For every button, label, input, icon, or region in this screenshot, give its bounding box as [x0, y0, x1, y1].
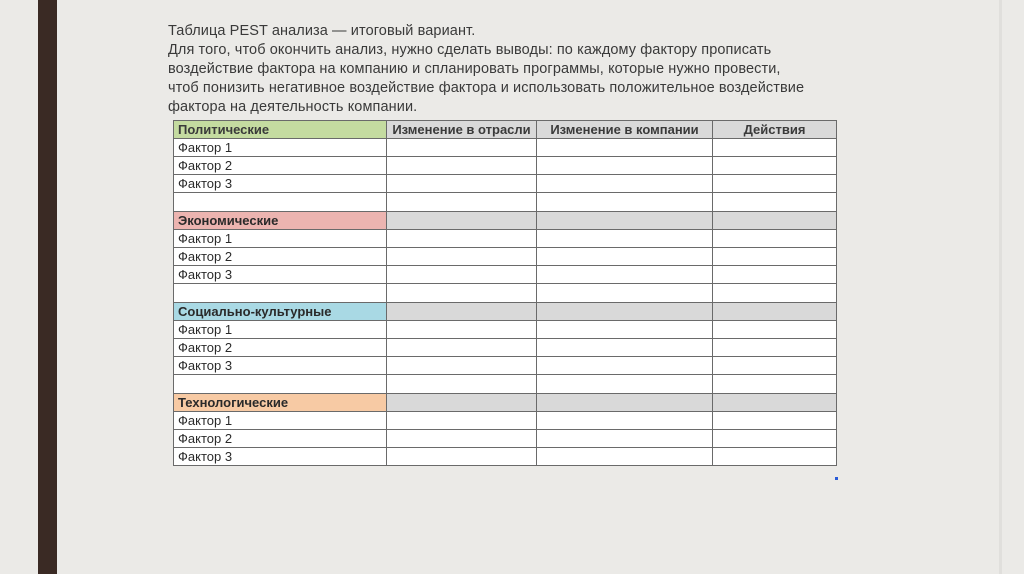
- table-row: [174, 230, 837, 248]
- table-cell[interactable]: [537, 175, 713, 193]
- table-cell[interactable]: [537, 430, 713, 448]
- table-row: [174, 357, 837, 375]
- table-cell[interactable]: [387, 339, 537, 357]
- factor-cell[interactable]: Фактор 1: [174, 412, 387, 430]
- table-cell[interactable]: [174, 284, 387, 303]
- table-cell[interactable]: [537, 139, 713, 157]
- category-row: [174, 212, 837, 230]
- table-cell[interactable]: [174, 193, 387, 212]
- table-cell[interactable]: [713, 175, 837, 193]
- body-line: фактора на деятельность компании.: [168, 99, 418, 115]
- factor-cell[interactable]: Фактор 2: [174, 430, 387, 448]
- table-row: [174, 412, 837, 430]
- table-cell[interactable]: [713, 430, 837, 448]
- table-cell[interactable]: [387, 175, 537, 193]
- table-cell[interactable]: [713, 321, 837, 339]
- table-cell[interactable]: [537, 339, 713, 357]
- table-cell[interactable]: [174, 375, 387, 394]
- table-cell[interactable]: [713, 375, 837, 394]
- table-cell[interactable]: [537, 412, 713, 430]
- body-line: воздействие фактора на компанию и спланировать программы, которые нужно провести,: [168, 61, 781, 77]
- table-cell[interactable]: [387, 193, 537, 212]
- blank-row: [174, 284, 837, 303]
- table-row: [174, 339, 837, 357]
- table-cell[interactable]: [713, 157, 837, 175]
- table-cell[interactable]: [713, 339, 837, 357]
- table-cell[interactable]: [387, 139, 537, 157]
- table-row: [174, 448, 837, 466]
- body-line: чтоб понизить негативное воздействие фактора и использовать положительное воздействие: [168, 80, 805, 96]
- table-cell[interactable]: [713, 448, 837, 466]
- table-cell[interactable]: [713, 357, 837, 375]
- table-row: [174, 430, 837, 448]
- category-cell[interactable]: Технологические: [174, 394, 387, 412]
- table-row: [174, 157, 837, 175]
- factor-cell[interactable]: Фактор 3: [174, 266, 387, 284]
- table-cell[interactable]: [387, 303, 537, 321]
- table-cell[interactable]: [537, 248, 713, 266]
- table-cell[interactable]: [387, 448, 537, 466]
- table-cell[interactable]: [713, 394, 837, 412]
- table-cell[interactable]: [713, 248, 837, 266]
- table-cell[interactable]: [537, 394, 713, 412]
- table-header-row: [174, 121, 837, 139]
- table-cell[interactable]: [713, 230, 837, 248]
- table-cell[interactable]: [387, 157, 537, 175]
- table-row: [174, 248, 837, 266]
- factor-cell[interactable]: Фактор 2: [174, 248, 387, 266]
- left-decorative-bar: [38, 0, 57, 574]
- factor-cell[interactable]: Фактор 1: [174, 230, 387, 248]
- table-cell[interactable]: [387, 248, 537, 266]
- table-row: [174, 266, 837, 284]
- table-cell[interactable]: [387, 284, 537, 303]
- table-cell[interactable]: [387, 412, 537, 430]
- table-cell[interactable]: [713, 284, 837, 303]
- table-cell[interactable]: [387, 266, 537, 284]
- table-cell[interactable]: [537, 193, 713, 212]
- factor-cell[interactable]: Фактор 3: [174, 357, 387, 375]
- table-cell[interactable]: [537, 230, 713, 248]
- table-cell[interactable]: [537, 212, 713, 230]
- table-cell[interactable]: [713, 412, 837, 430]
- column-header[interactable]: Изменение в компании: [537, 121, 713, 139]
- table-cell[interactable]: [537, 375, 713, 394]
- factor-cell[interactable]: Фактор 1: [174, 321, 387, 339]
- table-cell[interactable]: [537, 303, 713, 321]
- table-cell[interactable]: [713, 266, 837, 284]
- table-cell[interactable]: [537, 321, 713, 339]
- table-cell[interactable]: [387, 430, 537, 448]
- table-cell[interactable]: [537, 448, 713, 466]
- table-row: [174, 175, 837, 193]
- column-header[interactable]: Изменение в отрасли: [387, 121, 537, 139]
- slide-text: [168, 22, 868, 117]
- category-cell[interactable]: Социально-культурные: [174, 303, 387, 321]
- table-cell[interactable]: [713, 303, 837, 321]
- factor-cell[interactable]: Фактор 3: [174, 448, 387, 466]
- table-cell[interactable]: [537, 157, 713, 175]
- body-line: Для того, чтоб окончить анализ, нужно сделать выводы: по каждому фактору прописать: [168, 42, 772, 58]
- factor-cell[interactable]: Фактор 1: [174, 139, 387, 157]
- category-cell[interactable]: Политические: [174, 121, 387, 139]
- category-cell[interactable]: Экономические: [174, 212, 387, 230]
- category-row: [174, 303, 837, 321]
- table-cell[interactable]: [387, 357, 537, 375]
- pest-table-container: [173, 120, 837, 466]
- table-cell[interactable]: [387, 212, 537, 230]
- table-cell[interactable]: [387, 230, 537, 248]
- table-cell[interactable]: [387, 321, 537, 339]
- table-cell[interactable]: [537, 266, 713, 284]
- table-cell[interactable]: [713, 193, 837, 212]
- blank-row: [174, 193, 837, 212]
- table-cell[interactable]: [713, 139, 837, 157]
- title-line: Таблица PEST анализа — итоговый вариант.: [168, 23, 476, 39]
- factor-cell[interactable]: Фактор 2: [174, 157, 387, 175]
- pest-table: [173, 120, 837, 466]
- table-cell[interactable]: [537, 357, 713, 375]
- table-cell[interactable]: [387, 394, 537, 412]
- blank-row: [174, 375, 837, 394]
- factor-cell[interactable]: Фактор 2: [174, 339, 387, 357]
- table-cell[interactable]: [713, 212, 837, 230]
- factor-cell[interactable]: Фактор 3: [174, 175, 387, 193]
- table-row: [174, 321, 837, 339]
- category-row: [174, 394, 837, 412]
- table-row: [174, 139, 837, 157]
- table-cell[interactable]: [387, 375, 537, 394]
- page-edge: [999, 0, 1002, 574]
- selection-handle[interactable]: [835, 477, 838, 480]
- column-header[interactable]: Действия: [713, 121, 837, 139]
- table-cell[interactable]: [537, 284, 713, 303]
